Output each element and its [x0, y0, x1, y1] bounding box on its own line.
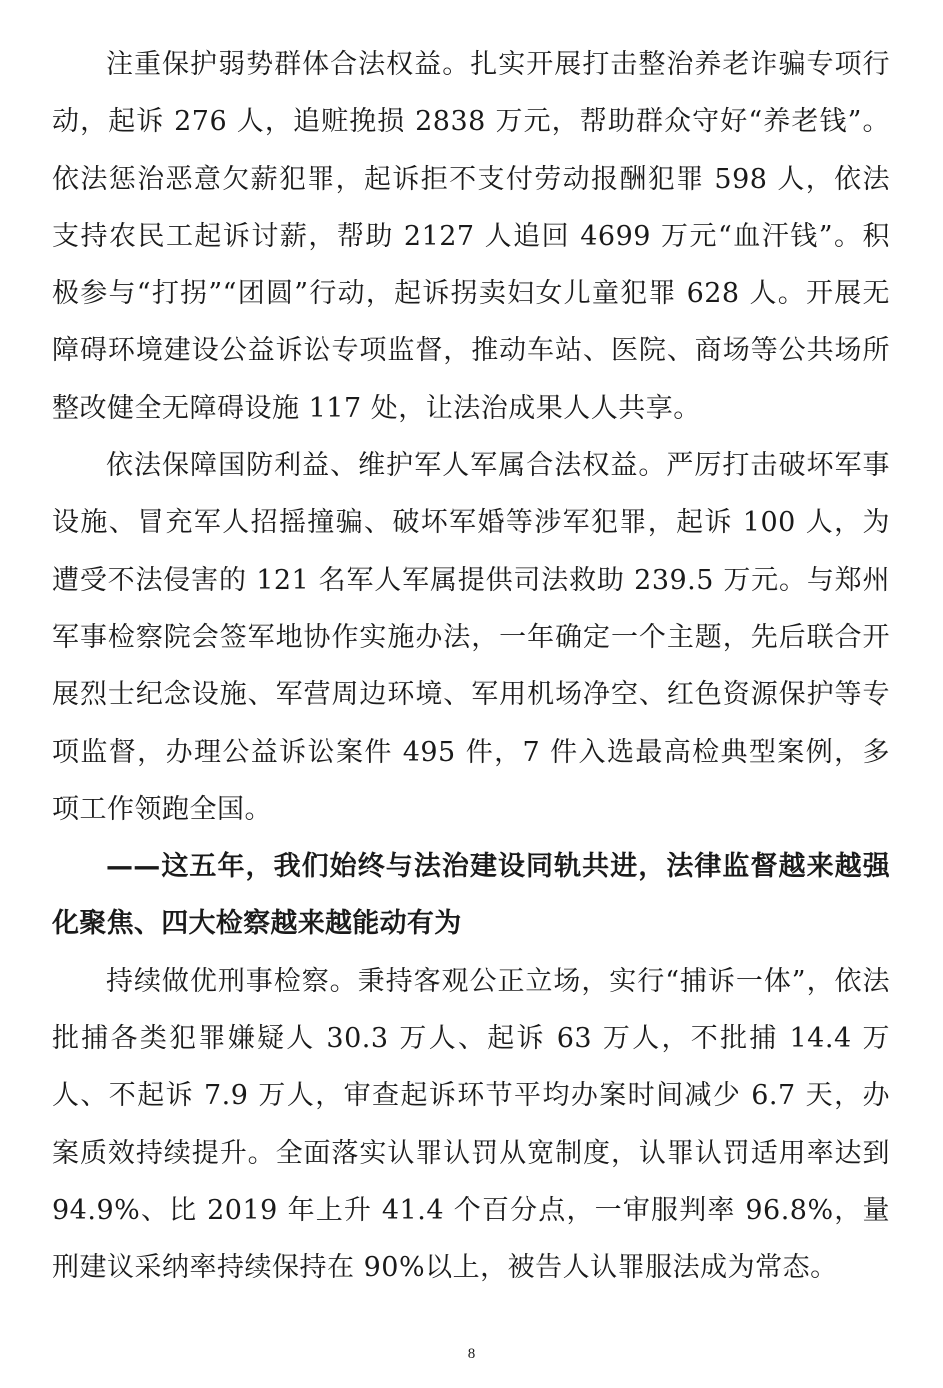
document-body	[52, 36, 890, 1297]
paragraph-military-rights: 依法保障国防利益、维护军人军属合法权益。严厉打击破坏军事设施、冒充军人招摇撞骗、破坏军婚等涉军犯罪，起诉 100 人，为遭受不法侵害的 121 名军人军属提供司法救助 239.5 万元。与郑州军事检察院会签军地协作实施办法，一年确定一个主题，先后联合开展烈士纪念设施、军营周边环境、军用机场净空、红色资源保护等专项监督，办理公益诉讼案件 495 件，7 件入选最高检典型案例，多项工作领跑全国。	[52, 450, 890, 825]
paragraph-vulnerable-groups: 注重保护弱势群体合法权益。扎实开展打击整治养老诈骗专项行动，起诉 276 人，追赃挽损 2838 万元，帮助群众守好“养老钱”。依法惩治恶意欠薪犯罪，起诉拒不支付劳动报酬犯罪 598 人，依法支持农民工起诉讨薪，帮助 2127 人追回 4699 万元“血汗钱”。积极参与“打拐”“团圆”行动，起诉拐卖妇女儿童犯罪 628 人。开展无障碍环境建设公益诉讼专项监督，推动车站、医院、商场等公共场所整改健全无障碍设施 117 处，让法治成果人人共享。	[52, 49, 890, 424]
page-number: 8	[467, 1346, 476, 1362]
section-heading: ——这五年，我们始终与法治建设同轨共进，法律监督越来越强化聚焦、四大检察越来越能动有为	[52, 851, 890, 940]
paragraph-criminal-prosecution: 持续做优刑事检察。秉持客观公正立场，实行“捕诉一体”，依法批捕各类犯罪嫌疑人 30.3 万人、起诉 63 万人，不批捕 14.4 万人、不起诉 7.9 万人，审查起诉环节平均办案时间减少 6.7 天，办案质效持续提升。全面落实认罪认罚从宽制度，认罪认罚适用率达到 94.9%、比 2019 年上升 41.4 个百分点，一审服判率 96.8%，量刑建议采纳率持续保持在 90%以上，被告人认罪服法成为常态。	[52, 965, 890, 1284]
